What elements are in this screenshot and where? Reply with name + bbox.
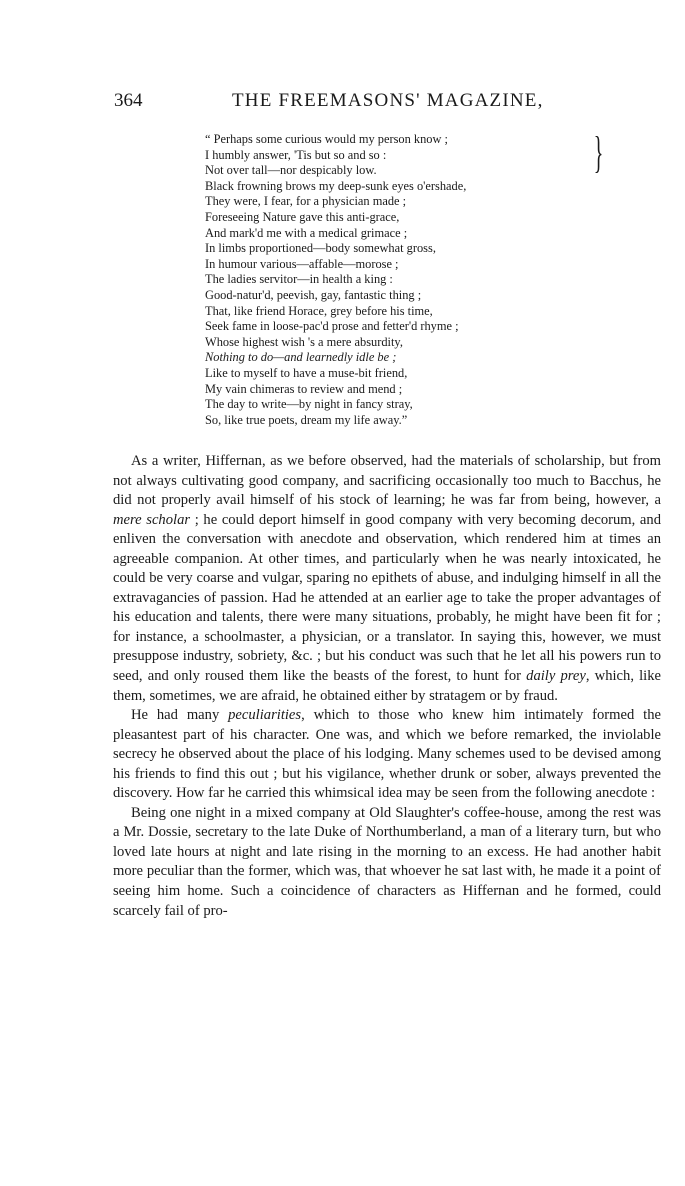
italic-phrase: daily prey [526,668,586,685]
poem-line: And mark'd me with a medical grimace ; [205,225,408,240]
paragraph: He had many peculiarities, which to those who knew him intimately formed the pleasantest part of his character. One was, and which we before remarked, the inviolable secrecy he observed about the place of his lodging. Many schemes used to be devised among his friends to find this out ; but his vigilance, whether drunk or sober, always prevented the discovery. How far he carried this whimsical idea may be seen from the following anecdote : [113,707,661,802]
running-header [114,90,662,116]
article-body [113,452,661,921]
poem-line: Black frowning brows my deep-sunk eyes o'ershade, [205,178,467,193]
poem-line: Nothing to do—and learnedly idle be ; [205,350,397,365]
poem-line: That, like friend Horace, grey before his time, [205,303,433,318]
paragraph: As a writer, Hiffernan, as we before observed, had the materials of scholarship, but from not always cultivating good company, and sacrificing occasionally too much to Bacchus, he did not properly avail himself of his stock of learning; he was far from being, however, a mere scholar ; he could deport himself in good company with very becoming decorum, and enliven the conversation with anecdote and observation, which rendered him at times an agreeable companion. At other times, and particularly when he was nearly intoxicated, he could be very coarse and vulgar, sparing no epithets of abuse, and indulging himself in all the extravagancies of passion. Had he attended at an earlier age to take the proper advantages of his education and talents, there were many situations, probably, he might have been fit for ; for instance, a schoolmaster, a physician, or a translator. In saying this, however, we must presuppose industry, sobriety, &c. ; but his conduct was such that he let all his powers run to seed, and only roused them like the beasts of the forest, to hunt for daily prey, which, like them, sometimes, we are afraid, he obtained either by stratagem or by fraud. [113,453,661,704]
poem-block [205,132,565,428]
poem-line: Not over tall—nor despicably low. [205,163,377,178]
italic-phrase: peculiarities [228,707,302,724]
poem-line: In humour various—affable—morose ; [205,256,399,271]
poem-line: Whose highest wish 's a mere absurdity, [205,334,403,349]
poem-line: Seek fame in loose-pac'd prose and fetter'd rhyme ; [205,319,459,334]
poem-line: My vain chimeras to review and mend ; [205,381,403,396]
poem-line: Like to myself to have a muse-bit friend, [205,365,408,380]
poem-line: I humbly answer, 'Tis but so and so : [205,147,387,162]
italic-phrase: mere scholar [113,511,191,528]
poem-line: The ladies servitor—in health a king : [205,272,393,287]
paragraph: Being one night in a mixed company at Old Slaughter's coffee-house, among the rest was a Mr. Dossie, secretary to the late Duke of Northumberland, a man of a literary turn, but who loved late hours at night and late rising in the morning to an excess. He had another habit more peculiar than the former, which was, that whoever he sat last with, he made it a point of seeing him home. Such a coincidence of characters as Hiffernan and he formed, could scarcely fail of pro- [113,804,661,919]
poem-line: In limbs proportioned—body somewhat gross, [205,241,436,256]
poem-line: The day to write—by night in fancy stray, [205,397,413,412]
poem-line: Foreseeing Nature gave this anti-grace, [205,209,400,224]
brace-mark: } [593,128,604,177]
poem-line: So, like true poets, dream my life away.” [205,412,408,427]
poem-line: They were, I fear, for a physician made ; [205,194,407,209]
page-number: 364 [114,90,143,111]
running-title: THE FREEMASONS' MAGAZINE, [232,90,544,111]
poem-line: “ Perhaps some curious would my person know ; [205,132,448,146]
poem-line: Good-natur'd, peevish, gay, fantastic thing ; [205,287,422,302]
